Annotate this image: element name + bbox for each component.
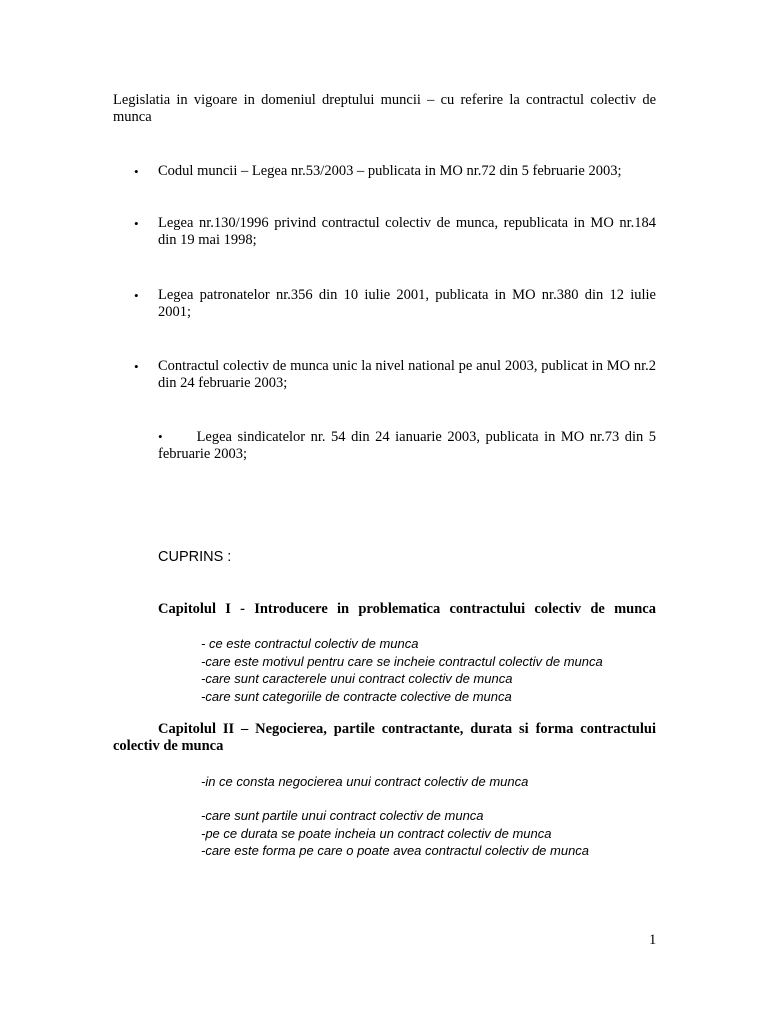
bullet-icon: • bbox=[158, 429, 163, 444]
page-number: 1 bbox=[649, 932, 657, 948]
list-item: -care este motivul pentru care se incheie contractul colectiv de munca bbox=[201, 653, 603, 669]
list-item-text: Contractul colectiv de munca unic la nivel national pe anul 2003, publicat in MO nr.2 din 24 februarie 2003; bbox=[158, 358, 656, 391]
bullet-icon: • bbox=[134, 164, 139, 179]
chapter-1-title: Capitolul I - Introducere in problematica contractului colectiv de munca bbox=[158, 601, 656, 617]
chapter-1-items bbox=[201, 635, 603, 705]
list-item-text: Codul muncii – Legea nr.53/2003 – publicata in MO nr.72 din 5 februarie 2003; bbox=[158, 163, 622, 179]
list-item: -in ce consta negocierea unui contract colectiv de munca bbox=[201, 774, 529, 789]
list-item: -care sunt partile unui contract colectiv de munca bbox=[201, 808, 484, 823]
list-item-text: Legea nr.130/1996 privind contractul colectiv de munca, republicata in MO nr.184 din 19 mai 1998; bbox=[158, 215, 656, 248]
contents-heading: CUPRINS : bbox=[158, 549, 232, 565]
list-item bbox=[134, 163, 656, 180]
list-item: -care sunt categoriile de contracte colective de munca bbox=[201, 688, 512, 704]
bullet-icon: • bbox=[134, 216, 139, 231]
list-item: - ce este contractul colectiv de munca bbox=[201, 636, 419, 651]
intro-paragraph: Legislatia in vigoare in domeniul dreptului muncii – cu referire la contractul colectiv de munca bbox=[113, 92, 656, 125]
list-item-text: Legea sindicatelor nr. 54 din 24 ianuarie 2003, publicata in MO nr.73 din 5 februarie 2003; bbox=[158, 429, 656, 462]
list-item: -care sunt caracterele unui contract colectiv de munca bbox=[201, 671, 513, 686]
chapter-2-items-a bbox=[201, 773, 528, 791]
bullet-icon: • bbox=[134, 359, 139, 374]
list-item: -pe ce durata se poate incheia un contract colectiv de munca bbox=[201, 825, 552, 841]
bullet-icon: • bbox=[134, 288, 139, 303]
list-item-text: Legea patronatelor nr.356 din 10 iulie 2001, publicata in MO nr.380 din 12 iulie 2001; bbox=[158, 287, 656, 320]
list-item bbox=[134, 358, 656, 392]
chapter-2-items-b bbox=[201, 807, 589, 860]
list-item bbox=[158, 428, 656, 463]
list-item bbox=[134, 287, 656, 321]
list-item: -care este forma pe care o poate avea contractul colectiv de munca bbox=[201, 843, 590, 858]
list-item bbox=[134, 215, 656, 249]
chapter-2-title: Capitolul II – Negocierea, partile contractante, durata si forma contractului colectiv de munca bbox=[113, 721, 656, 754]
